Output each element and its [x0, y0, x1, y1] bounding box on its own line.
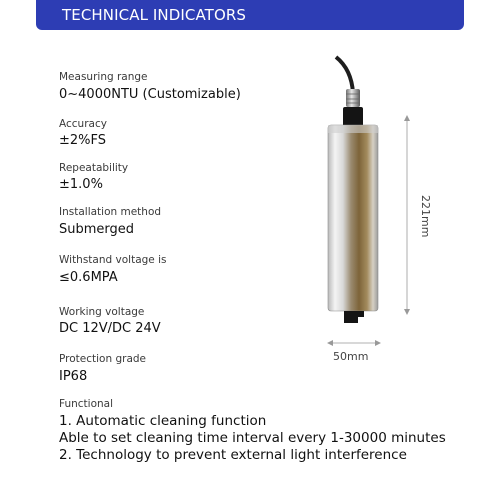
functional-line-2: Able to set cleaning time interval every 1-30000 minutes	[59, 430, 446, 446]
spec-value-accuracy: ±2%FS	[59, 133, 107, 148]
sensor-top-cap	[343, 107, 363, 127]
sensor-cable-gland	[346, 89, 360, 107]
section-header	[36, 0, 464, 30]
spec-label-repeatability: Repeatability	[59, 162, 129, 174]
functional-label: Functional	[59, 398, 114, 410]
spec-value-repeatability: ±1.0%	[59, 177, 103, 192]
spec-label-working-voltage: Working voltage	[59, 306, 145, 318]
functional-line-1: 1. Automatic cleaning function	[59, 413, 267, 429]
spec-value-withstand-voltage: ≤0.6MPA	[59, 270, 118, 285]
sensor-cable	[336, 57, 353, 93]
spec-value-working-voltage: DC 12V/DC 24V	[59, 321, 161, 336]
spec-value-installation-method: Submerged	[59, 222, 135, 237]
spec-label-measuring-range: Measuring range	[59, 71, 148, 83]
sensor-body	[328, 125, 378, 311]
section-title: TECHNICAL INDICATORS	[62, 6, 246, 24]
spec-label-accuracy: Accuracy	[59, 118, 107, 130]
spec-label-installation-method: Installation method	[59, 206, 162, 218]
sensor-cleaning-brush	[344, 311, 364, 323]
spec-label-withstand-voltage: Withstand voltage is	[59, 254, 167, 266]
dimension-height-label: 221mm	[419, 195, 432, 238]
spec-value-protection-grade: IP68	[59, 369, 88, 384]
spec-value-measuring-range: 0~4000NTU (Customizable)	[59, 87, 241, 102]
spec-label-protection-grade: Protection grade	[59, 353, 146, 365]
functional-line-3: 2. Technology to prevent external light interference	[59, 447, 407, 463]
dimension-width-label: 50mm	[333, 350, 369, 363]
